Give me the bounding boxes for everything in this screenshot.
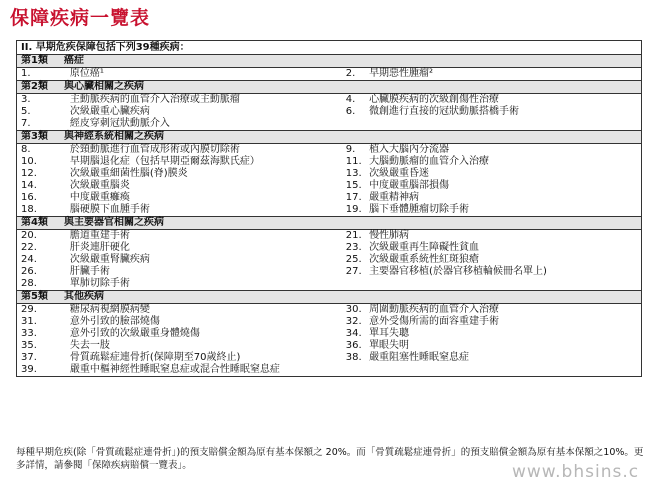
disease-name: 意外引致的臉部燒傷 bbox=[69, 316, 160, 327]
disease-name: 肝炎連肝硬化 bbox=[69, 242, 130, 253]
disease-number: 7. bbox=[21, 118, 31, 129]
disease-number: 22. bbox=[21, 242, 37, 253]
footnote: 每種早期危疾(除「骨質疏鬆症連骨折」)的預支賠償金額為原有基本保額之 20%。而「骨質疏鬆症連骨折」的預支賠償金額為原有基本保額之10%。更多詳情，請參閱「保障疾病賠償一覽表」。 bbox=[16, 447, 644, 471]
disease-name bbox=[365, 364, 641, 377]
disease-number: 8. bbox=[21, 144, 31, 155]
disease-number: 30. bbox=[345, 304, 362, 315]
disease-name: 單眼失明 bbox=[369, 340, 410, 351]
table-row bbox=[17, 242, 642, 254]
disease-name: 糖尿病視網膜病變 bbox=[69, 304, 150, 315]
disease-name: 次級嚴重腦炎 bbox=[69, 180, 130, 191]
disease-name: 中度嚴重腦部損傷 bbox=[369, 180, 450, 191]
disease-number: 14. bbox=[21, 180, 37, 191]
table-row bbox=[17, 192, 642, 204]
disease-name: 心臟膜疾病的次級創傷性治療 bbox=[369, 94, 500, 105]
table-header: II. 早期危疾保障包括下列39種疾病： bbox=[17, 41, 642, 55]
table-row bbox=[17, 68, 642, 81]
disease-number: 5. bbox=[21, 106, 31, 117]
disease-number: 28. bbox=[21, 278, 37, 289]
disease-name: 次級嚴重心臟疾病 bbox=[69, 106, 150, 117]
table-header-row bbox=[17, 41, 642, 55]
disease-name: 次級嚴重系統性紅斑狼瘡 bbox=[369, 254, 480, 265]
disease-number: 9. bbox=[345, 144, 356, 155]
table-row bbox=[17, 364, 642, 377]
category-header bbox=[17, 81, 642, 94]
disease-name: 早期腦退化症（包括早期亞爾茲海默氏症） bbox=[69, 156, 260, 167]
disease-number: 12. bbox=[21, 168, 37, 179]
disease-number: 3. bbox=[21, 94, 31, 105]
table-row bbox=[17, 94, 642, 107]
watermark: www.bhsins.c bbox=[512, 462, 640, 482]
disease-number: 2. bbox=[345, 68, 356, 79]
disease-number: 1. bbox=[21, 68, 31, 79]
disease-number: 38. bbox=[345, 352, 362, 363]
category-row bbox=[17, 217, 642, 230]
disease-name: 單耳失聰 bbox=[369, 328, 410, 339]
disease-number: 31. bbox=[21, 316, 37, 327]
disease-name: 原位癌¹ bbox=[69, 68, 104, 79]
disease-name: 主動脈疾病的血管介入治療或主動脈瘤 bbox=[69, 94, 240, 105]
coverage-table bbox=[16, 40, 642, 377]
disease-name: 膽道重建手術 bbox=[69, 230, 130, 241]
category-label: 第1類 bbox=[21, 55, 48, 66]
table-row bbox=[17, 180, 642, 192]
disease-name: 植入大腦內分流器 bbox=[369, 144, 450, 155]
disease-name: 意外受傷所需的面容重建手術 bbox=[369, 316, 500, 327]
category-row bbox=[17, 291, 642, 304]
disease-number: 4. bbox=[345, 94, 356, 105]
category-label: 第2類 bbox=[21, 81, 48, 92]
table-row bbox=[17, 352, 642, 364]
disease-name: 嚴重中樞神經性睡眠窒息症或混合性睡眠窒息症 bbox=[69, 364, 280, 375]
page-title: 保障疾病一覽表 bbox=[10, 7, 151, 29]
category-header bbox=[17, 55, 642, 68]
disease-name: 微創進行直接的冠狀動脈搭橋手術 bbox=[369, 106, 520, 117]
category-name: 癌症 bbox=[63, 55, 84, 66]
category-row bbox=[17, 81, 642, 94]
disease-name: 嚴重精神病 bbox=[369, 192, 420, 203]
disease-name: 次級嚴重腎臟疾病 bbox=[69, 254, 150, 265]
table-row bbox=[17, 328, 642, 340]
disease-number: 35. bbox=[21, 340, 37, 351]
table-row bbox=[17, 106, 642, 118]
disease-number: 37. bbox=[21, 352, 37, 363]
disease-name: 周圍動脈疾病的血管介入治療 bbox=[369, 304, 500, 315]
disease-number: 11. bbox=[345, 156, 362, 167]
disease-name: 嚴重阻塞性睡眠窒息症 bbox=[369, 352, 470, 363]
category-name: 與神經系統相關之疾病 bbox=[63, 131, 164, 142]
category-name: 其他疾病 bbox=[63, 291, 104, 302]
disease-number: 27. bbox=[345, 266, 362, 277]
disease-name: 腦硬膜下血腫手術 bbox=[69, 204, 150, 215]
disease-number: 15. bbox=[345, 180, 362, 191]
disease-number bbox=[342, 364, 365, 377]
table-row bbox=[17, 278, 642, 291]
disease-number: 20. bbox=[21, 230, 37, 241]
disease-number: 32. bbox=[345, 316, 362, 327]
table-row bbox=[17, 340, 642, 352]
table-row bbox=[17, 118, 642, 131]
disease-name: 骨質疏鬆症連骨折(保障期至70歲終止) bbox=[69, 352, 241, 363]
disease-name: 失去一肢 bbox=[69, 340, 110, 351]
disease-name: 次級嚴重細菌性腦(脊)膜炎 bbox=[69, 168, 188, 179]
disease-name: 早期惡性腫瘤² bbox=[369, 68, 434, 79]
disease-number: 6. bbox=[345, 106, 356, 117]
category-row bbox=[17, 131, 642, 144]
disease-number: 34. bbox=[345, 328, 362, 339]
disease-number: 19. bbox=[345, 204, 362, 215]
disease-number: 13. bbox=[345, 168, 362, 179]
category-name: 與心臟相關之疾病 bbox=[63, 81, 144, 92]
table-row bbox=[17, 168, 642, 180]
category-header bbox=[17, 131, 642, 144]
disease-name: 慢性肺病 bbox=[369, 230, 410, 241]
disease-number bbox=[342, 118, 365, 131]
disease-number: 36. bbox=[345, 340, 362, 351]
disease-number: 33. bbox=[21, 328, 37, 339]
table-row bbox=[17, 144, 642, 157]
table-row bbox=[17, 304, 642, 317]
disease-name: 大腦動脈瘤的血管介入治療 bbox=[369, 156, 490, 167]
disease-name: 次級嚴重再生障礙性貧血 bbox=[369, 242, 480, 253]
disease-number: 18. bbox=[21, 204, 37, 215]
table-row bbox=[17, 230, 642, 243]
table-row bbox=[17, 254, 642, 266]
disease-number: 24. bbox=[21, 254, 37, 265]
disease-number: 39. bbox=[21, 364, 37, 375]
disease-name: 主要器官移植(於器官移植輪候冊名單上) bbox=[369, 266, 547, 277]
disease-name: 肝臟手術 bbox=[69, 266, 110, 277]
disease-name: 於頸動脈進行血管成形術或內膜切除術 bbox=[69, 144, 240, 155]
category-header bbox=[17, 291, 642, 304]
category-row bbox=[17, 55, 642, 68]
category-label: 第3類 bbox=[21, 131, 48, 142]
disease-name: 意外引致的次級嚴重身體燒傷 bbox=[69, 328, 200, 339]
table-row bbox=[17, 156, 642, 168]
disease-name: 單肺切除手術 bbox=[69, 278, 130, 289]
disease-name bbox=[365, 278, 641, 291]
disease-name bbox=[365, 118, 641, 131]
disease-number: 21. bbox=[345, 230, 362, 241]
disease-name: 經皮穿刺冠狀動脈介入 bbox=[69, 118, 170, 129]
disease-number: 16. bbox=[21, 192, 37, 203]
category-label: 第4類 bbox=[21, 217, 48, 228]
disease-number bbox=[342, 278, 365, 291]
disease-number: 25. bbox=[345, 254, 362, 265]
disease-number: 17. bbox=[345, 192, 362, 203]
category-name: 與主要器官相關之疾病 bbox=[63, 217, 164, 228]
disease-number: 10. bbox=[21, 156, 37, 167]
table-row bbox=[17, 266, 642, 278]
disease-number: 26. bbox=[21, 266, 37, 277]
disease-number: 29. bbox=[21, 304, 37, 315]
disease-number: 23. bbox=[345, 242, 362, 253]
disease-name: 次級嚴重昏迷 bbox=[369, 168, 430, 179]
table-row bbox=[17, 316, 642, 328]
category-label: 第5類 bbox=[21, 291, 48, 302]
coverage-table-body bbox=[17, 41, 642, 377]
disease-name: 腦下垂體腫瘤切除手術 bbox=[369, 204, 470, 215]
disease-name: 中度嚴重癱瘓 bbox=[69, 192, 130, 203]
category-header bbox=[17, 217, 642, 230]
table-row bbox=[17, 204, 642, 217]
